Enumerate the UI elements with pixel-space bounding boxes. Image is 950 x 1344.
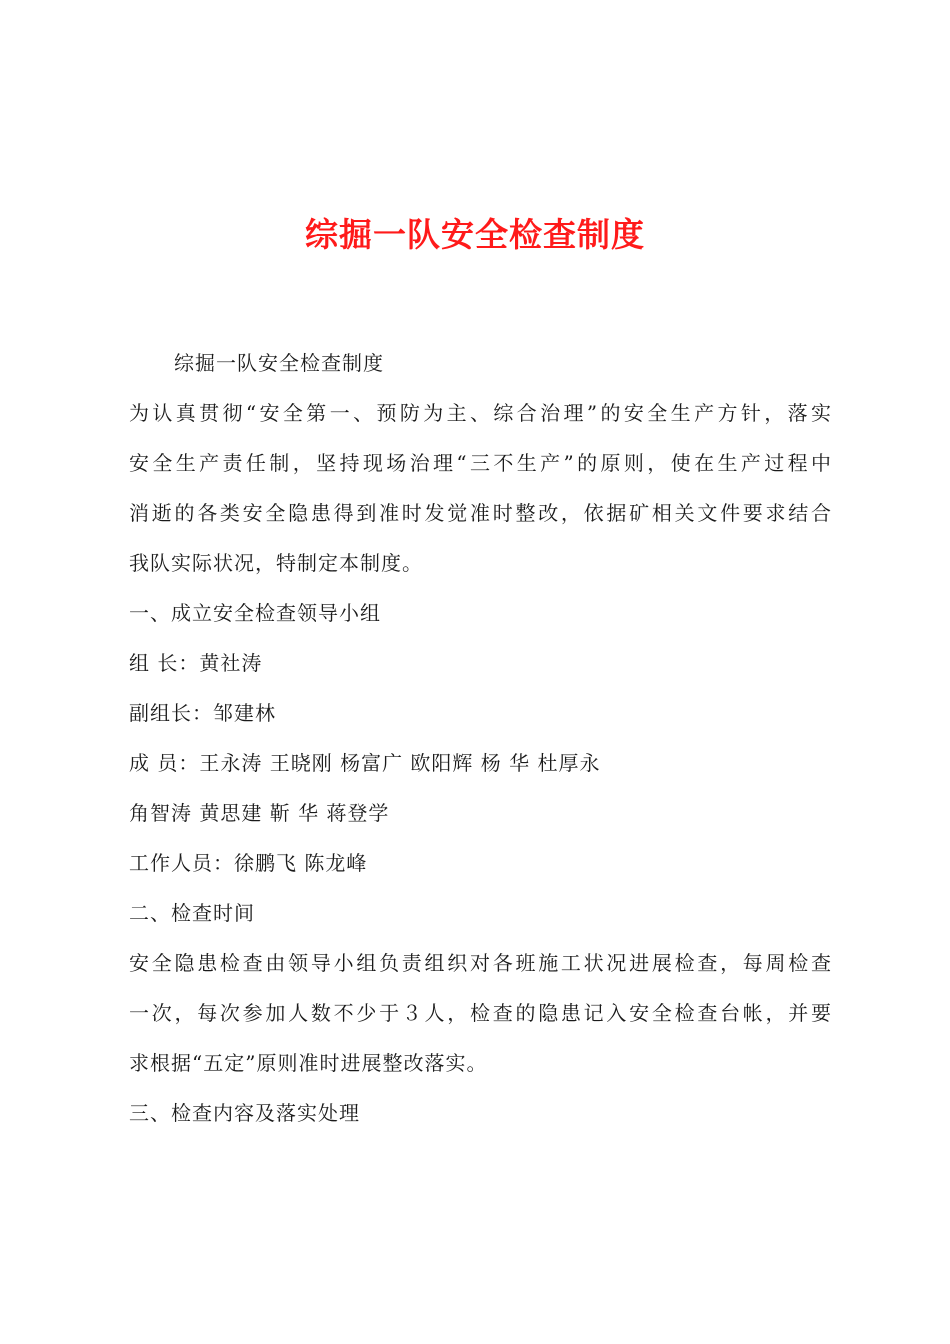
group-leader-line: 组 长：黄社涛: [129, 651, 263, 675]
members-line: 角智涛 黄思建 靳 华 蒋登学: [129, 801, 390, 825]
paragraph-line: 求根据“五定”原则准时进展整改落实。: [129, 1051, 488, 1075]
paragraph-line: 我队实际状况，特制定本制度。: [129, 551, 423, 575]
paragraph-line: 消逝的各类安全隐患得到准时发觉准时整改，依据矿相关文件要求结合: [129, 501, 831, 525]
section-heading: 二、检查时间: [129, 901, 255, 925]
paragraph-line: 安全隐患检查由领导小组负责组织对各班施工状况进展检查，每周检查: [129, 951, 831, 975]
paragraph-line: 为认真贯彻“安全第一、预防为主、综合治理”的安全生产方针，落实: [129, 401, 831, 425]
section-heading: 一、成立安全检查领导小组: [129, 601, 381, 625]
document-title: 综掘一队安全检查制度: [305, 215, 645, 254]
paragraph-line: 安全生产责任制，坚持现场治理“三不生产”的原则，使在生产过程中: [129, 451, 831, 475]
body-heading: 综掘一队安全检查制度: [174, 351, 384, 375]
members-line: 成 员：王永涛 王晓刚 杨富广 欧阳辉 杨 华 杜厚永: [129, 751, 601, 775]
staff-line: 工作人员：徐鹏飞 陈龙峰: [129, 851, 368, 875]
paragraph-line: 一次，每次参加人数不少于３人，检查的隐患记入安全检查台帐，并要: [129, 1001, 831, 1025]
section-heading: 三、检查内容及落实处理: [129, 1101, 360, 1125]
deputy-leader-line: 副组长：邹建林: [129, 701, 276, 725]
